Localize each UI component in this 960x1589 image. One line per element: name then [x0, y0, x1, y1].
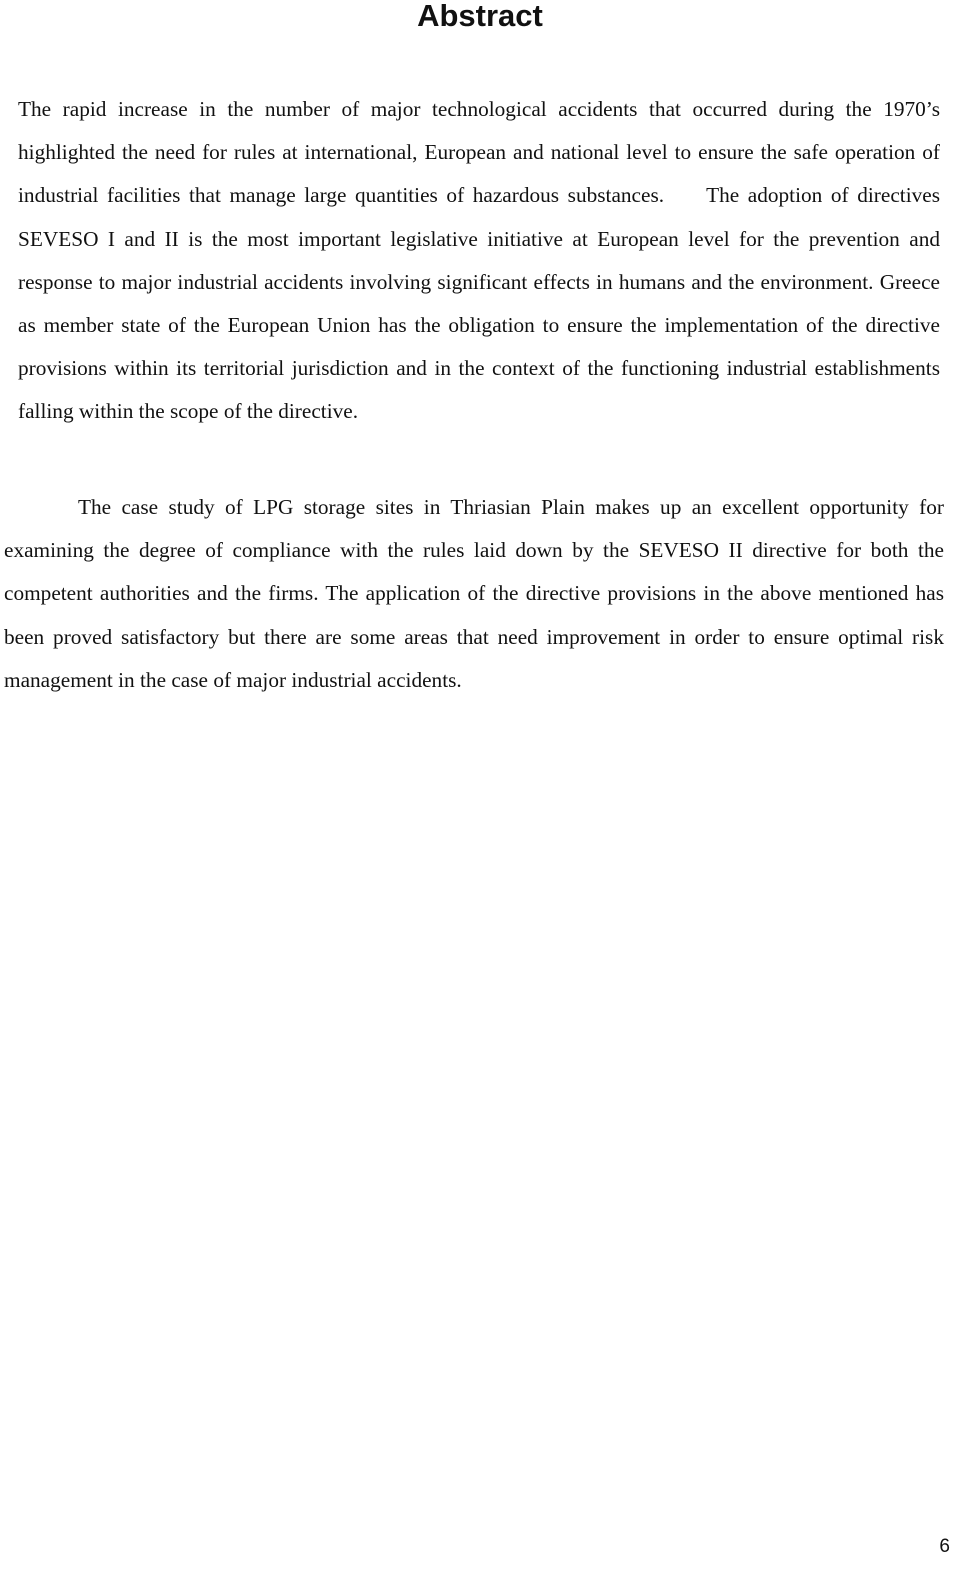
- abstract-paragraph-1b: The adoption of directives SEVESO I and II is the most important legislative initiative at European level for the prevention and response to major industrial accidents involving significant effects in humans and the environment. Greece as member state of the European Union has the obligation to ensure the implementation of the directive provisions within its territorial jurisdiction and in the context of the functioning industrial establishments falling within the scope of the directive.: [18, 183, 940, 424]
- abstract-paragraph-1: [18, 88, 940, 434]
- abstract-paragraph-2: The case study of LPG storage sites in Thriasian Plain makes up an excellent opportunity for examining the degree of compliance with the rules laid down by the SEVESO II directive for both the competent authorities and the firms. The application of the directive provisions in the above mentioned has been proved satisfactory but there are some areas that need improvement in order to ensure optimal risk management in the case of major industrial accidents.: [4, 495, 944, 692]
- abstract-paragraph-1a: The rapid increase in the number of major technological accidents that occurred during the 1970’s highlighted the need for rules at international, European and national level to ensure the safe operation of industrial facilities that manage large quantities of hazardous substances.: [18, 97, 940, 208]
- page-title: Abstract: [417, 0, 543, 33]
- page-number: 6: [939, 1536, 950, 1557]
